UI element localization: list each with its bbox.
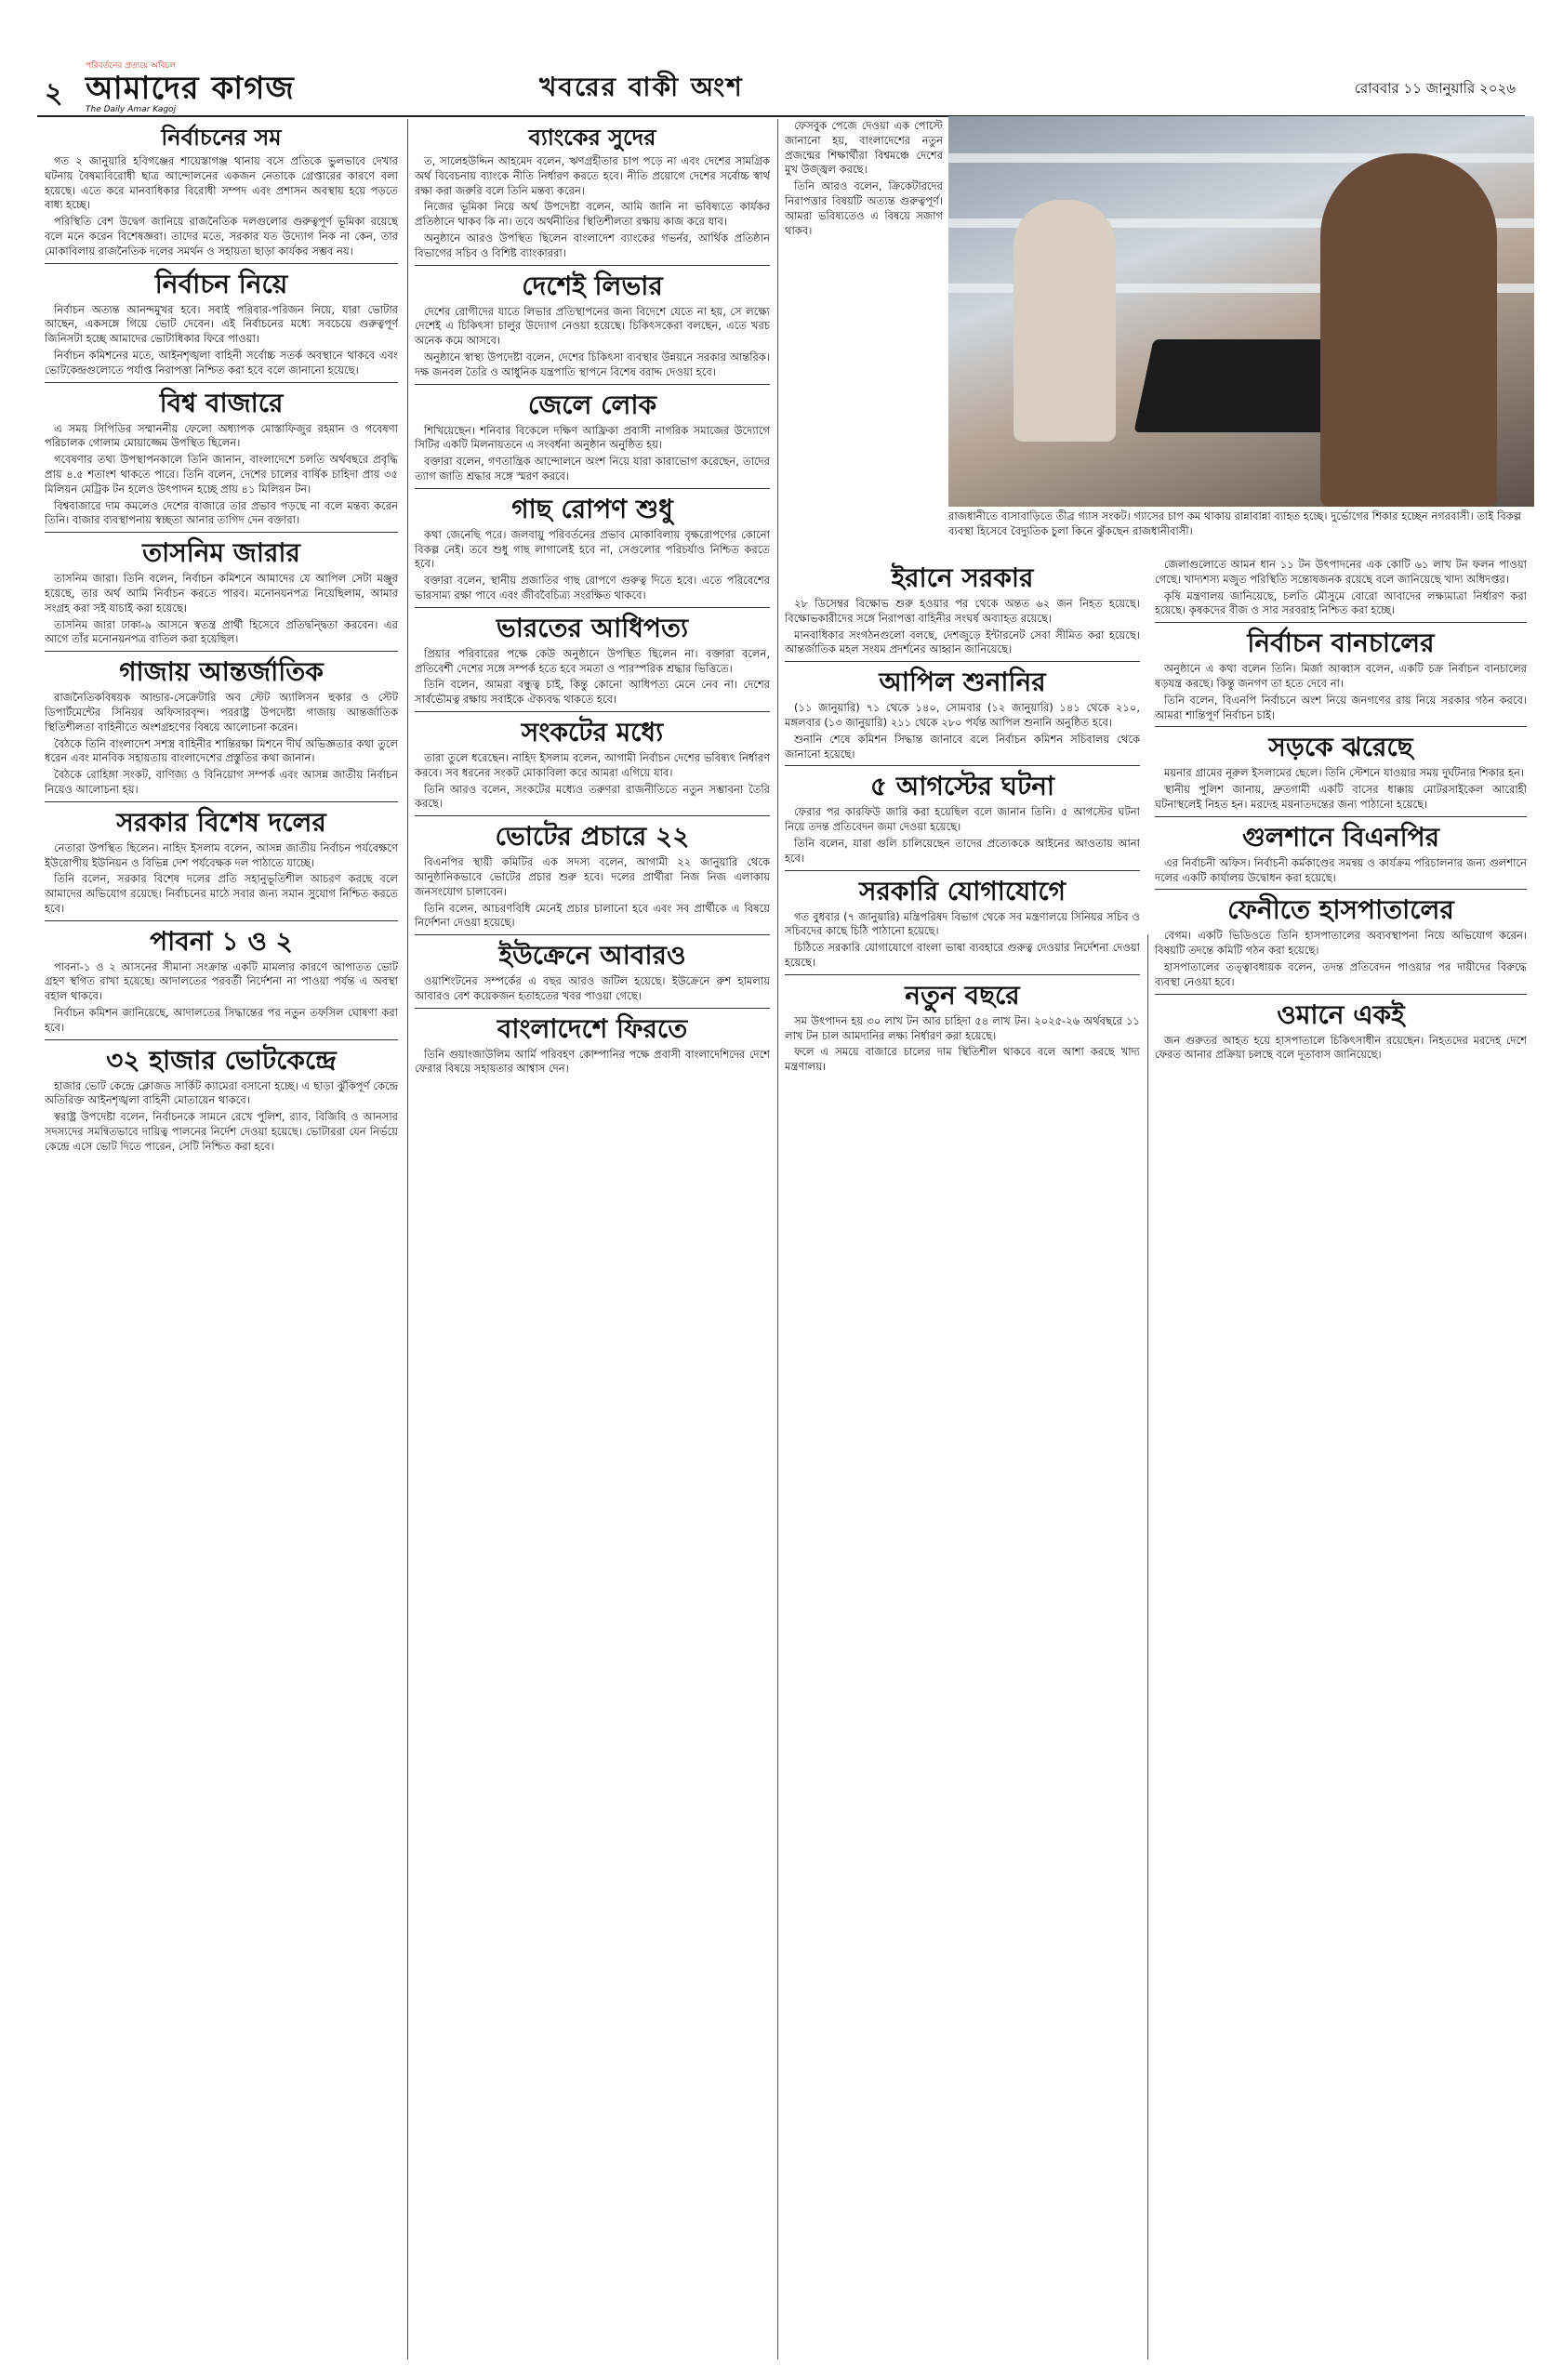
section-title: খবরের বাকী অংশ (539, 72, 744, 102)
paragraph: ফেসবুক পেজে দেওয়া এক পোস্টে জানানো হয়, বাংলাদেশের নতুন প্রজন্মের শিক্ষার্থীরা বিশ্বমঞ্চে দেশের মুখ উজ্জ্বল করছে। (785, 119, 943, 177)
dateline: রোববার ১১ জানুয়ারি ২০২৬ (1354, 80, 1516, 97)
masthead (37, 61, 1525, 117)
headline[interactable]: দেশেই লিভার (522, 270, 663, 301)
headline[interactable]: গাছ রোপণ শুধু (511, 493, 673, 524)
paragraph: বক্তারা বলেন, গণতান্ত্রিক আন্দোলনে অংশ নিয়ে যারা কারাভোগ করেছেন, তাদের ত্যাগ জাতি শ্রদ্ধার সঙ্গে স্মরণ করবে। (415, 455, 770, 483)
rule (1155, 726, 1527, 727)
paragraph: অনুষ্ঠানে আরও উপস্থিত ছিলেন বাংলাদেশ ব্যাংকের গভর্নর, আর্থিক প্রতিষ্ঠান বিভাগের সচিব ও বিশিষ্ট ব্যাংকাররা। (415, 231, 770, 259)
rule (785, 765, 1140, 766)
rule (45, 651, 398, 652)
rule (45, 1039, 398, 1040)
headline[interactable]: বিশ্ব বাজারে (159, 387, 284, 418)
paragraph: হাসপাতালের তত্ত্বাবধায়ক বলেন, তদন্ত প্রতিবেদন পাওয়ার পর দায়ীদের বিরুদ্ধে ব্যবস্থা নেওয়া হবে। (1155, 959, 1527, 988)
news-photo[interactable] (948, 116, 1534, 507)
logo-tagline: পরিবর্তনের প্রত্যয়ে অবিচল (86, 61, 176, 71)
paragraph: হাজার ভোট কেন্দ্রে ক্লোজড সার্কিট ক্যামেরা বসানো হচ্ছে। এ ছাড়া ঝুঁকিপূর্ণ কেন্দ্রে অতিরিক্ত আইনশৃঙ্খলা বাহিনী মোতায়েন থাকবে। (45, 1078, 398, 1107)
column-3-top (785, 119, 943, 500)
paragraph: চিঠিতে সরকারি যোগাযোগে বাংলা ভাষা ব্যবহারে গুরুত্ব দেওয়ার নির্দেশনা দেওয়া হয়েছে। (785, 941, 1140, 969)
rule (45, 920, 398, 921)
paragraph: প্রিয়ার পরিবারের পক্ষে কেউ অনুষ্ঠানে উপস্থিত ছিলেন না। বক্তারা বলেন, প্রতিবেশী দেশের সঙ্গে সম্পর্ক হতে হবে সমতা ও পারস্পরিক শ্রদ্ধার ভিত্তিতে। (415, 646, 770, 675)
headline[interactable]: ওমানে একই (1277, 998, 1405, 1030)
paragraph: পরিস্থিতি বেশ উদ্বেগ জানিয়ে রাজনৈতিক দলগুলোর গুরুত্বপূর্ণ ভূমিকা রয়েছে বলে মনে করেন বিশেষজ্ঞরা। তাদের মতে, সরকার যত উদ্যোগ নিক না কেন, তার মোকাবিলায় রাজনৈতিক দলের সমর্থন ও সহায়তা ছাড়া কার্যকর সম্ভব নয়। (45, 215, 398, 258)
photo-caption: রাজধানীতে বাসাবাড়িতে তীব্র গ্যাস সংকট। গ্যাসের চাপ কম থাকায় রান্নাবান্না ব্যাহত হচ্ছে। দুর্ভোগের শিকার হচ্ছেন নগরবাসী। তাই বিকল্প ব্যবস্থা হিসেবে বৈদ্যুতিক চুলা কিনে ঝুঁকছেন রাজধানীবাসী। (948, 509, 1521, 537)
paragraph: নির্বাচন অত্যন্ত আনন্দমুখর হবে। সবাই পরিবার-পরিজন নিয়ে, যারা ভোটার আছেন, একসঙ্গে গিয়ে ভোট দেবেন। এই নির্বাচনের মধ্যে সবচেয়ে গুরুত্বপূর্ণ জিনিসটা হচ্ছে আমাদের ভোটাধিকার ফিরে পাওয়া। (45, 302, 398, 346)
headline[interactable]: নির্বাচন নিয়ে (154, 268, 288, 299)
paragraph: শুনানি শেষে কমিশন সিদ্ধান্ত জানাবে বলে নির্বাচন কমিশন সচিবালয় থেকে জানানো হয়েছে। (785, 732, 1140, 760)
paragraph: বক্তারা বলেন, স্থানীয় প্রজাতির গাছ রোপণে গুরুত্ব দিতে হবে। এতে পরিবেশের ভারসাম্য রক্ষা পাবে এবং জীববৈচিত্র্য সংরক্ষিত থাকবে। (415, 574, 770, 602)
paragraph: তিনি বলেন, আমরা বন্ধুত্ব চাই, কিন্তু কোনো আধিপত্য মেনে নেব না। দেশের সার্বভৌমত্ব রক্ষায় সবাইকে ঐক্যবদ্ধ থাকতে হবে। (415, 678, 770, 707)
paragraph: তারা তুলে ধরেছেন। নাহিদ ইসলাম বলেন, আগামী নির্বাচন দেশের ভবিষ্যৎ নির্ধারণ করবে। সব ধরনের সংকট মোকাবিলা করে আমরা এগিয়ে যাব। (415, 750, 770, 779)
column-divider (407, 119, 408, 2360)
rule (45, 382, 398, 383)
paragraph: ওয়াশিংটনের সম্পর্কের এ বছর আরও জটিল হয়েছে। ইউক্রেনে রুশ হামলায় আবারও বেশ কয়েকজন হতাহতের খবর পাওয়া গেছে। (415, 974, 770, 1002)
paragraph: তাসনিম জারা। তিনি বলেন, নির্বাচন কমিশনে আমাদের যে আপিল সেটা মঞ্জুর হয়েছে, তার অর্থ আমি নির্বাচন করতে পারব। মনোনয়নপত্র নিয়েছিলাম, আমার সংগ্রহ করা সই যাচাই করা হয়েছে। (45, 572, 398, 615)
paragraph: নিজের ভূমিকা নিয়ে অর্থ উপদেষ্টা বলেন, আমি জানি না ভবিষ্যতে কার্যকর প্রতিষ্ঠানে থাকব কি না। তবে অর্থনীতির স্থিতিশীলতা রক্ষায় কাজ করে যাব। (415, 200, 770, 229)
headline[interactable]: বাংলাদেশে ফিরতে (497, 1012, 688, 1044)
rule (45, 263, 398, 264)
logo-name: আমাদের কাগজ (86, 70, 295, 107)
headline[interactable]: ব্যাংকের সুদের (528, 124, 656, 151)
headline[interactable]: গাজায় আন্তর্জাতিক (119, 656, 324, 688)
rule (1155, 889, 1527, 890)
paragraph: জেলাগুলোতে আমন ধান ১১ টন উৎপাদনের এক কোটি ৬১ লাখ টন ফলন পাওয়া গেছে। খাদ্যশস্য মজুত পরিস্থিতি সন্তোষজনক রয়েছে বলে জানিয়েছে খাদ্য অধিদপ্তর। (1155, 558, 1527, 586)
paragraph: শিখিয়েছেন। শনিবার বিকেলে দক্ষিণ আফ্রিকা প্রবাসী নাগরিক সমাজের উদ্যোগে সিটির একটি মিলনায়তনে এ সংবর্ধনা অনুষ্ঠান অনুষ্ঠিত হয়। (415, 423, 770, 452)
photo-person (1013, 200, 1116, 442)
column-divider (1147, 934, 1148, 2360)
rule (785, 661, 1140, 662)
paragraph: ফলে এ সময়ে বাজারে চালের দাম স্থিতিশীল থাকবে বলে আশা করছে খাদ্য মন্ত্রণালয়। (785, 1045, 1140, 1074)
headline[interactable]: গুলশানে বিএনপির (1241, 821, 1440, 853)
column-2 (415, 119, 770, 2360)
rule (415, 607, 770, 608)
newspaper-logo[interactable] (86, 61, 402, 113)
paragraph: এর নির্বাচনী অফিস। নির্বাচনী কর্মকাণ্ডের সমন্বয় ও কার্যক্রম পরিচালনার জন্য গুলশানে দলের একটি কার্যালয় উদ্বোধন করা হয়েছে। (1155, 855, 1527, 884)
headline[interactable]: নির্বাচনের সম (161, 124, 282, 151)
paragraph: অনুষ্ঠানে স্বাস্থ্য উপদেষ্টা বলেন, দেশের চিকিৎসা ব্যবস্থার উন্নয়নে সরকার আন্তরিক। দক্ষ জনবল তৈরি ও আধুনিক যন্ত্রপাতি স্থাপনে বিশেষ বরাদ্দ দেওয়া হবে। (415, 350, 770, 378)
paragraph: কৃষি মন্ত্রণালয় জানিয়েছে, চলতি মৌসুমে বোরো আবাদের লক্ষ্যমাত্রা নির্ধারণ করা হয়েছে। কৃষকদের বীজ ও সার সরবরাহ নিশ্চিত করা হচ্ছে। (1155, 588, 1527, 617)
paragraph: গত ২ জানুয়ারি হবিগঞ্জের শায়েস্তাগঞ্জ থানায় বসে প্রতিকে ভুলভাবে দেখার ঘটনায় বৈষম্যবিরোধী ছাত্র আন্দোলনের একজন নেতাকে গ্রেপ্তারের কারণে বলা হয়েছে। এতে করে মানবাধিকার বিরোধী সম্পদ এবং প্রশাসন অবস্থায় হয়ে পড়তে বাধ্য হচ্ছে। (45, 154, 398, 212)
paragraph: তিনি আরও বলেন, ক্রিকেটারদের নিরাপত্তার বিষয়টি অত্যন্ত গুরুত্বপূর্ণ। আমরা ভবিষ্যতেও এ বিষয়ে সজাগ থাকব। (785, 179, 943, 237)
column-divider (777, 119, 778, 2360)
paragraph: বেগম। একটি ভিডিওতে তিনি হাসপাতালের অব্যবস্থাপনা নিয়ে অভিযোগ করেন। বিষয়টি তদন্তে কমিটি গঠন করা হয়েছে। (1155, 929, 1527, 958)
paragraph: স্থানীয় পুলিশ জানায়, দ্রুতগামী একটি বাসের ধাক্কায় মোটরসাইকেল আরোহী ঘটনাস্থলেই নিহত হন। মরদেহ ময়নাতদন্তের জন্য পাঠানো হয়েছে। (1155, 783, 1527, 811)
paragraph: ২৮ ডিসেম্বর বিক্ষোভ শুরু হওয়ার পর থেকে অন্তত ৬২ জন নিহত হয়েছে। বিক্ষোভকারীদের সঙ্গে নিরাপত্তা বাহিনীর সংঘর্ষ অব্যাহত রয়েছে। (785, 597, 1140, 625)
rule (415, 711, 770, 712)
paragraph: নেতারা উপস্থিত ছিলেন। নাহিদ ইসলাম বলেন, আসন্ন জাতীয় নির্বাচন পর্যবেক্ষণে ইউরোপীয় ইউনিয়ন ও বিভিন্ন দেশ পর্যবেক্ষক দল পাঠাতে যাচ্ছে। (45, 840, 398, 869)
paragraph: মানবাধিকার সংগঠনগুলো বলছে, দেশজুড়ে ইন্টারনেট সেবা সীমিত করা হয়েছে। আন্তর্জাতিক মহল সংযম প্রদর্শনের আহ্বান জানিয়েছে। (785, 628, 1140, 656)
headline[interactable]: নতুন বছরে (905, 979, 1020, 1011)
paragraph: তিনি গুয়াংজাউলিম আর্মি পরিবহণ কোম্পানির পক্ষে প্রবাসী বাংলাদেশিদের দেশে ফেরার বিষয়ে সহায়তার আশ্বাস দেন। (415, 1047, 770, 1076)
paragraph: তিনি বলেন, আচরণবিধি মেনেই প্রচার চালানো হবে এবং সব প্রার্থীকে এ বিষয়ে নির্দেশনা দেওয়া হয়েছে। (415, 901, 770, 930)
column-3 (785, 558, 1140, 2361)
rule (45, 801, 398, 802)
rule (1155, 816, 1527, 817)
paragraph: বিএনপির স্থায়ী কমিটির এক সদস্য বলেন, আগামী ২২ জানুয়ারি থেকে আনুষ্ঠানিকভাবে ভোটের প্রচার শুরু হবে। দলের প্রার্থীরা নিজ নিজ এলাকায় জনসংযোগ চালাবেন। (415, 855, 770, 898)
headline[interactable]: ইউক্রেনে আবারও (498, 940, 686, 972)
paragraph: তিনি আরও বলেন, সংকটের মধ্যেও তরুণরা রাজনীতিতে নতুন সম্ভাবনা তৈরি করছে। (415, 782, 770, 811)
paragraph: নির্বাচন কমিশন জানিয়েছে, আদালতের সিদ্ধান্তের পর নতুন তফসিল ঘোষণা করা হবে। (45, 1006, 398, 1034)
paragraph: গত বুধবার (৭ জানুয়ারি) মন্ত্রিপরিষদ বিভাগ থেকে সব মন্ত্রণালয়ে সিনিয়র সচিব ও সচিবদের কাছে চিঠি পাঠানো হয়েছে। (785, 909, 1140, 938)
headline[interactable]: পাবনা ১ ও ২ (150, 925, 293, 957)
headline[interactable]: ফেনীতে হাসপাতালের (1227, 894, 1454, 926)
rule (415, 934, 770, 935)
headline[interactable]: নির্বাচন বানচালের (1247, 628, 1435, 659)
paragraph: গবেষণার তথ্য উপস্থাপনকালে তিনি জানান, বাংলাদেশে চলতি অর্থবছরে প্রবৃদ্ধি প্রায় ৪.৫ শতাংশ থাকতে পারে। তিনি বলেন, দেশের চালের বার্ষিক চাহিদা প্রায় ৩৫ মিলিয়ন মেট্রিক টন হলেও উৎপাদন হচ্ছে প্রায় ৪১ মিলিয়ন টন। (45, 453, 398, 496)
rule (785, 870, 1140, 871)
paragraph: স্বরাষ্ট্র উপদেষ্টা বলেন, নির্বাচনকে সামনে রেখে পুলিশ, র‍্যাব, বিজিবি ও আনসার সদস্যদের সমন্বিতভাবে দায়িত্ব পালনের নির্দেশ দেওয়া হয়েছে। ভোটাররা যেন নির্ভয়ে কেন্দ্রে এসে ভোট দিতে পারেন, সেটি নিশ্চিত করা হবে। (45, 1110, 398, 1153)
headline[interactable]: আপিল শুনানির (879, 667, 1046, 698)
rule (1155, 622, 1527, 623)
headline[interactable]: জেলে লোক (527, 389, 657, 420)
logo-english: The Daily Amar Kagoj (86, 105, 177, 114)
headline[interactable]: ৩২ হাজার ভোটকেন্দ্রে (106, 1044, 337, 1076)
rule (415, 384, 770, 385)
rule (1155, 994, 1527, 995)
paragraph: দেশের রোগীদের যাতে লিভার প্রতিস্থাপনের জন্য বিদেশে যেতে না হয়, সে লক্ষ্যে দেশেই এ চিকিৎসা চালুর উদ্যোগ নেওয়া হয়েছে। চিকিৎসকেরা বলছেন, এতে খরচ অনেক কমে আসবে। (415, 304, 770, 348)
paragraph: তাসনিম জারা ঢাকা-৯ আসনে স্বতন্ত্র প্রার্থী হিসেবে প্রতিদ্বন্দ্বিতা করবেন। এর আগে তাঁর মনোনয়নপত্র বাতিল করা হয়েছিল। (45, 617, 398, 646)
paragraph: এ সময় সিপিডির সম্মাননীয় ফেলো অধ্যাপক মোস্তাফিজুর রহমান ও গবেষণা পরিচালক গোলাম মোয়াজ্জেম উপস্থিত ছিলেন। (45, 421, 398, 450)
column-1 (45, 119, 398, 2360)
paragraph: ত, সালেহউদ্দিন আহমেদ বলেন, ঋণগ্রহীতার চাপ পড়ে না এবং দেশের সামগ্রিক অর্থ বিবেচনায় ব্যাংকে নীতি নির্ধারণ করতে হবে। নীতি প্রয়োগে দেশের সর্বোচ্চ স্বার্থ রক্ষা করা জরুরি বলে তিনি মন্তব্য করেন। (415, 154, 770, 197)
headline[interactable]: সড়কে ঝরেছে (1268, 732, 1413, 763)
photo-person (1320, 153, 1497, 507)
rule (415, 488, 770, 489)
headline[interactable]: সরকারি যোগাযোগে (859, 875, 1066, 906)
paragraph: তিনি বলেন, বিএনপি নির্বাচনে অংশ নিয়ে জনগণের রায় নিয়ে সরকার গঠন করবে। আমরা শান্তিপূর্ণ নির্বাচন চাই। (1155, 693, 1527, 721)
headline[interactable]: সংকটের মধ্যে (521, 716, 664, 747)
rule (415, 1008, 770, 1009)
rule (415, 815, 770, 816)
paragraph: সম উৎপাদন হয় ৩০ লাখ টন আর চাহিদা ৫৪ লাখ টন। ২০২৫-২৬ অর্থবছরে ১১ লাখ টন চাল আমদানির লক্ষ্য নির্ধারণ করা হয়েছে। (785, 1013, 1140, 1042)
headline[interactable]: ভারতের আধিপত্য (496, 612, 689, 643)
rule (45, 532, 398, 533)
paragraph: (১১ জানুয়ারি) ৭১ থেকে ১৪০, সোমবার (১২ জানুয়ারি) ১৪১ থেকে ২১০, মঙ্গলবার (১৩ জানুয়ারি) ২১১ থেকে ২৮০ পর্যন্ত আপিল শুনানি অনুষ্ঠিত হবে। (785, 701, 1140, 729)
paragraph: জন গুরুতর আহত হয়ে হাসপাতালে চিকিৎসাধীন রয়েছেন। নিহতদের মরদেহ দেশে ফেরত আনার প্রক্রিয়া চলছে বলে দূতাবাস জানিয়েছে। (1155, 1033, 1527, 1062)
paragraph: বিশ্ববাজারে দাম কমলেও দেশের বাজারে তার প্রভাব পড়ছে না বলে মন্তব্য করেন তিনি। বাজার ব্যবস্থাপনায় স্বচ্ছতা আনার তাগিদ দেন বক্তারা। (45, 498, 398, 527)
column-4 (1155, 558, 1527, 2361)
headline[interactable]: ৫ আগস্টের ঘটনা (869, 771, 1055, 802)
paragraph: রাজনৈতিকবিষয়ক আন্ডার-সেক্রেটারি অব স্টেট অ্যালিসন হুকার ও স্টেট ডিপার্টমেন্টের সিনিয়র অফিসারবৃন্দ। পররাষ্ট্র উপদেষ্টা গাজায় আন্তর্জাতিক স্থিতিশীলতা বাহিনীতে অংশগ্রহণের বিষয়ে আলোচনা করেন। (45, 691, 398, 734)
headline[interactable]: ইরানে সরকার (891, 562, 1034, 593)
paragraph: কথা জেনেছি পরে। জলবায়ু পরিবর্তনের প্রভাব মোকাবিলায় বৃক্ষরোপণের কোনো বিকল্প নেই। তবে শুধু গাছ লাগালেই হবে না, সেগুলোর পরিচর্যাও নিশ্চিত করতে হবে। (415, 527, 770, 571)
paragraph: তিনি বলেন, যারা গুলি চালিয়েছেন তাদের প্রত্যেককে আইনের আওতায় আনা হবে। (785, 836, 1140, 865)
paragraph: বৈঠকে তিনি বাংলাদেশ সশস্ত্র বাহিনীর শান্তিরক্ষা মিশনে দীর্ঘ অভিজ্ঞতার কথা তুলে ধরেন এবং মানবিক সহায়তায় বাংলাদেশের প্রস্তুতির কথা জানান। (45, 736, 398, 765)
paragraph: বৈঠকে রোহিঙ্গা সংকট, বাণিজ্য ও বিনিয়োগ সম্পর্ক এবং আসন্ন জাতীয় নির্বাচন নিয়েও আলোচনা হয়। (45, 768, 398, 796)
paragraph: ময়নার গ্রামের নূরুল ইসলামের ছেলে। তিনি স্টেশনে যাওয়ার সময় দুর্ঘটনার শিকার হন। (1164, 766, 1525, 780)
paragraph: ফেরার পর কারফিউ জারি করা হয়েছিল বলে জানান তিনি। ৫ আগস্টের ঘটনা নিয়ে তদন্ত প্রতিবেদন জমা দেওয়া হয়েছে। (785, 805, 1140, 834)
paragraph: নির্বাচন কমিশনের মতে, আইনশৃঙ্খলা বাহিনী সর্বোচ্চ সতর্ক অবস্থানে থাকবে এবং ভোটকেন্দ্রগুলোতে পর্যাপ্ত নিরাপত্তা নিশ্চিত করা হবে বলে জানানো হয়েছে। (45, 348, 398, 377)
page-number: ২ (45, 77, 63, 110)
rule (785, 974, 1140, 975)
headline[interactable]: ভোটের প্রচারে ২২ (495, 821, 690, 853)
paragraph: পাবনা-১ ও ২ আসনের সীমানা সংক্রান্ত একটি মামলার কারণে আপাতত ভোট গ্রহণ স্থগিত রাখা হয়েছে। আদালতের পরবর্তী নির্দেশনা না পাওয়া পর্যন্ত এ অবস্থা বহাল থাকবে। (45, 959, 398, 1003)
headline[interactable]: তাসনিম জারার (142, 537, 300, 569)
paragraph: তিনি বলেন, সরকার বিশেষ দলের প্রতি সহানুভূতিশীল আচরণ করছে বলে আমাদের অভিযোগ রয়েছে। নির্বাচনের মাঠে সবার জন্য সমান সুযোগ নিশ্চিত করতে হবে। (45, 872, 398, 915)
rule (415, 265, 770, 266)
headline[interactable]: সরকার বিশেষ দলের (116, 806, 326, 838)
paragraph: অনুষ্ঠানে এ কথা বলেন তিনি। মির্জা আব্বাস বলেন, একটি চক্র নির্বাচন বানচালের ষড়যন্ত্র করছে। কিন্তু জনগণ তা হতে দেবে না। (1155, 662, 1527, 690)
